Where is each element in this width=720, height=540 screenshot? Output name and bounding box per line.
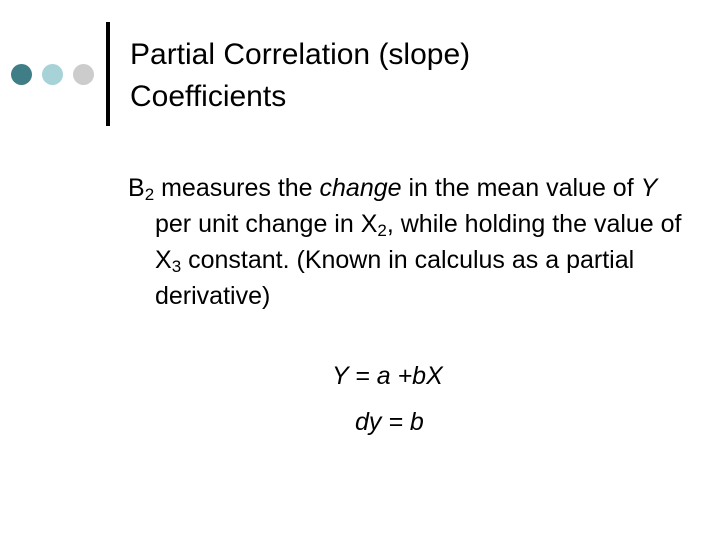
- title-line-1: Partial Correlation (slope): [130, 38, 471, 71]
- slide-title: [130, 34, 690, 118]
- equation-regression: [332, 358, 443, 394]
- title-line-2: Coefficients: [130, 80, 287, 113]
- equation-derivative-text: dy = b: [355, 408, 424, 436]
- x2-subscript: 2: [377, 221, 387, 240]
- decorative-dot-dark: [11, 64, 32, 85]
- body-paragraph: [128, 170, 688, 314]
- body-text-5: constant. (Known in calculus as a partial derivative): [155, 246, 635, 310]
- body-text-4: , while holding the value of X: [155, 210, 682, 274]
- equation-derivative: [355, 404, 424, 440]
- body-text-1: measures the: [154, 174, 320, 202]
- x3-subscript: 3: [171, 257, 182, 276]
- body-text-3: per unit change in X: [155, 210, 378, 238]
- title-divider-rule: [106, 22, 110, 126]
- y-variable: Y: [640, 174, 658, 202]
- coef-subscript: 2: [144, 185, 155, 204]
- change-emphasis: change: [319, 174, 402, 202]
- body-text: [128, 170, 688, 314]
- body-text-2: in the mean value of: [401, 174, 641, 202]
- decorative-dot-light: [42, 64, 63, 85]
- equation-regression-text: Y = a +bX: [332, 362, 443, 390]
- coef-symbol: B: [128, 174, 145, 202]
- decorative-dot-gray: [73, 64, 94, 85]
